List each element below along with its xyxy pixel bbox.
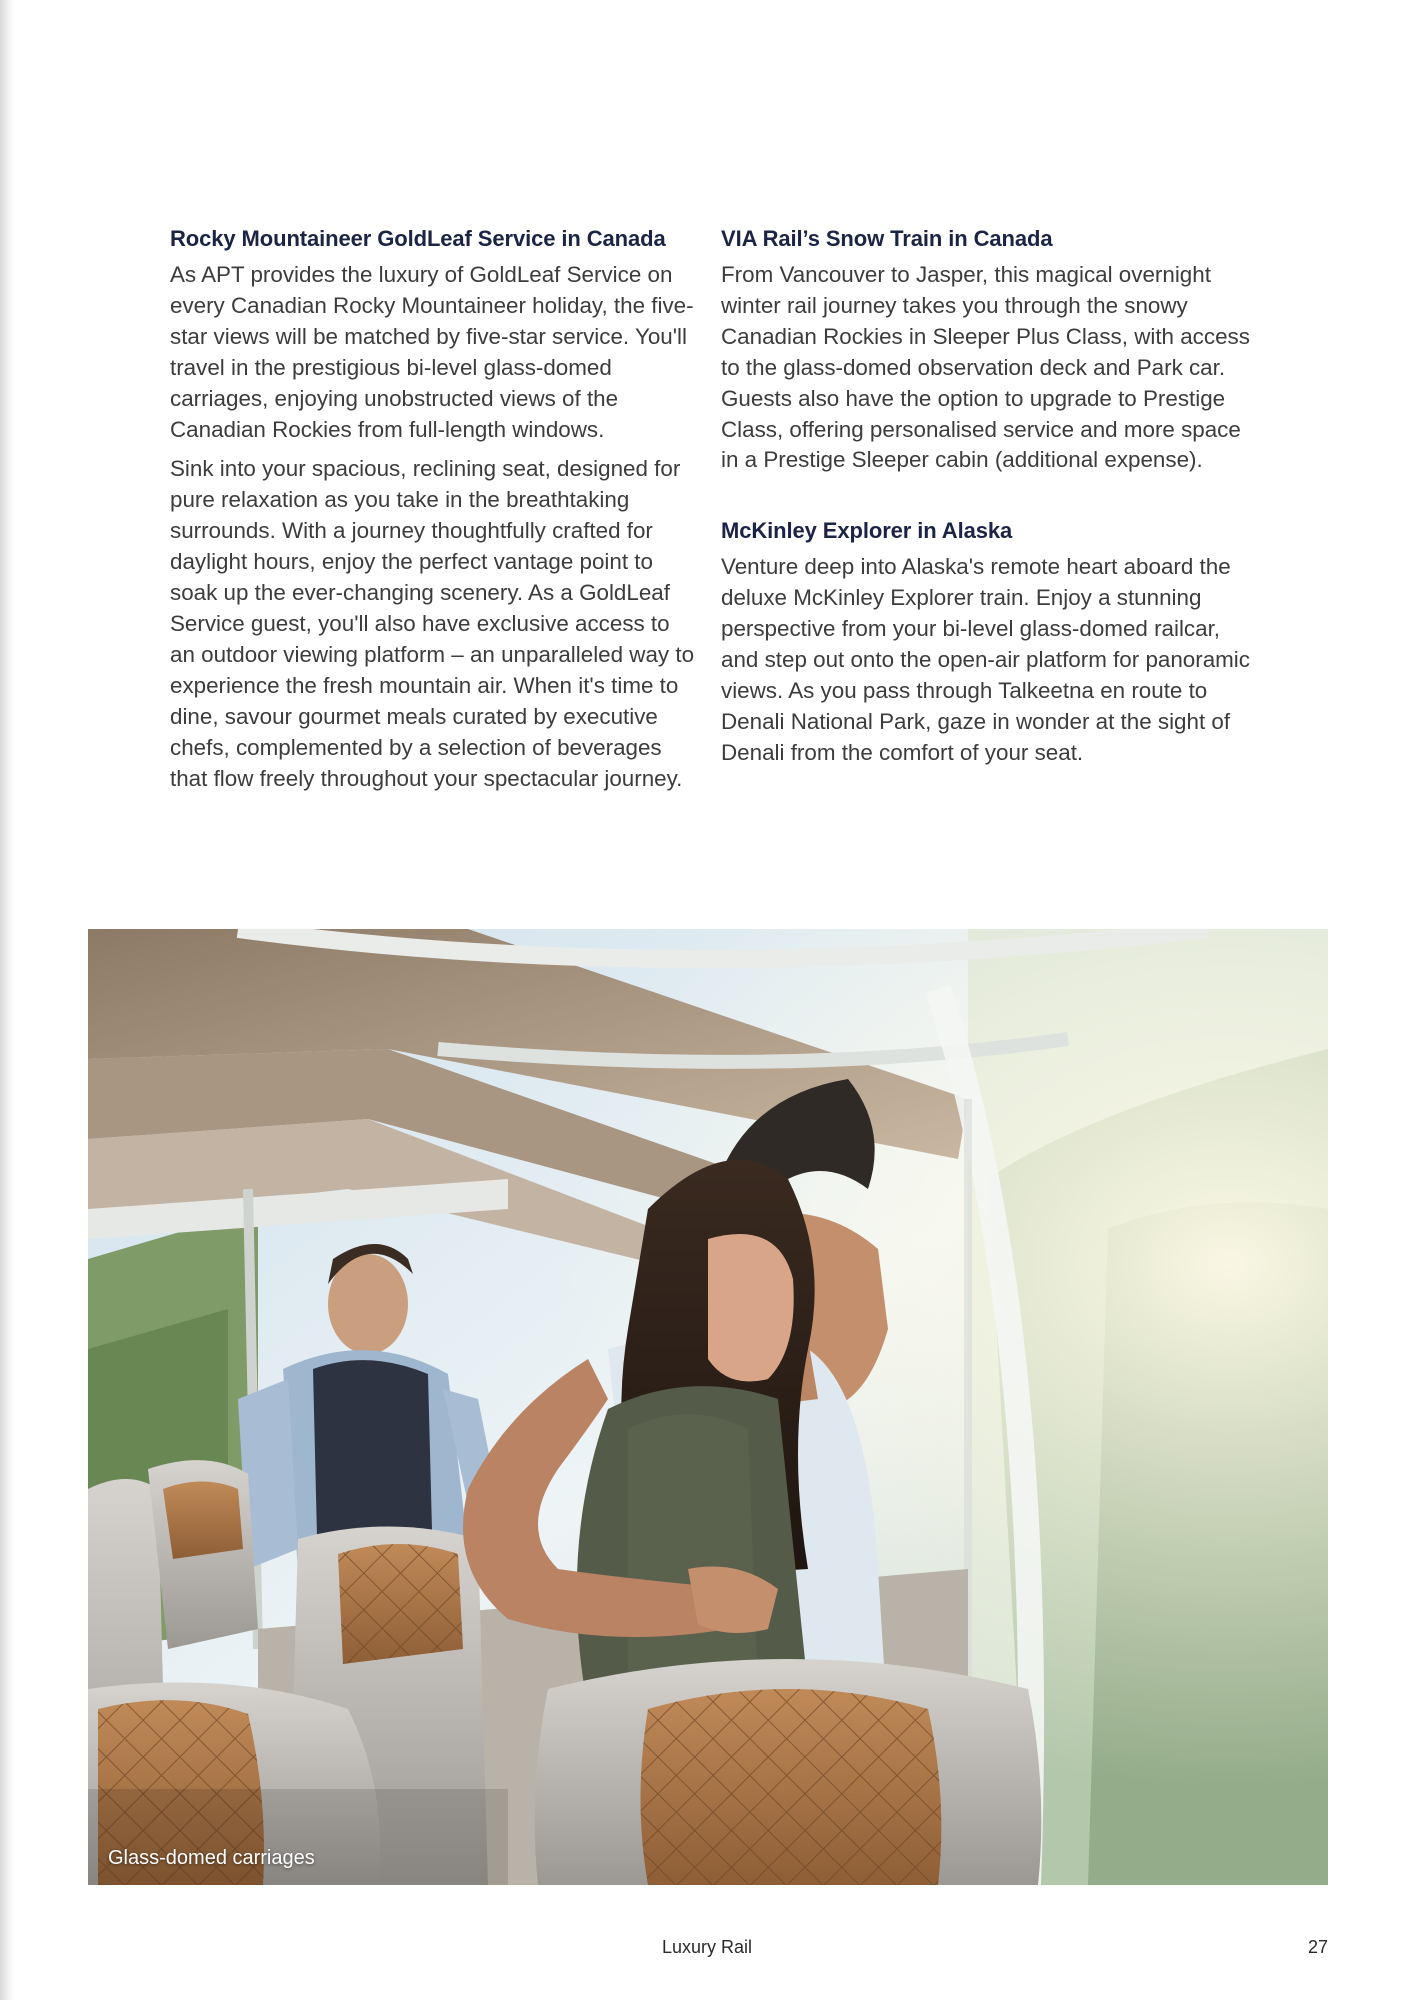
page-number: 27 xyxy=(1307,1937,1328,1957)
footer-section-label: Luxury Rail xyxy=(661,1937,753,1957)
body-paragraph: Venture deep into Alaska's remote heart aboard the deluxe McKinley Explorer train. Enjoy a stunning perspective from your bi-level glass-domed railcar, and step out onto the open-air platform for panoramic views. As you pass through Talkeetna en route to Denali National Park, gaze in wonder at the sight of Denali from the comfort of your seat. xyxy=(721,554,1250,765)
section-heading-mckinley-explorer: McKinley Explorer in Alaska xyxy=(721,518,1013,544)
body-paragraph: Sink into your spacious, reclining seat, designed for pure relaxation as you take in the breathtaking surrounds. With a journey thoughtfully crafted for daylight hours, enjoy the perfect vantage point to soak up the ever-changing scenery. As a GoldLeaf Service guest, you'll also have exclusive access to an outdoor viewing platform – an unparalleled way to experience the fresh mountain air. When it's time to dine, savour gourmet meals curated by executive chefs, complemented by a selection of beverages that flow freely throughout your spectacular journey. xyxy=(170,456,695,791)
right-column xyxy=(721,224,1261,778)
photo-caption: Glass-domed carriages xyxy=(108,1847,315,1869)
body-paragraph: As APT provides the luxury of GoldLeaf Service on every Canadian Rocky Mountaineer holiday, the five-star views will be matched by five-star service. You'll travel in the prestigious bi-level glass-domed carriages, enjoying unobstructed views of the Canadian Rockies from full-length windows. xyxy=(170,262,694,442)
page-edge-shadow xyxy=(0,0,14,2000)
glass-dome-carriage-photo xyxy=(88,929,1328,1885)
section-heading-via-rail: VIA Rail’s Snow Train in Canada xyxy=(721,226,1053,251)
left-column xyxy=(170,224,700,803)
photo-illustration xyxy=(88,929,1328,1885)
body-paragraph: From Vancouver to Jasper, this magical overnight winter rail journey takes you through the snowy Canadian Rockies in Sleeper Plus Class, with access to the glass-domed observation deck and Park car. Guests also have the option to upgrade to Prestige Class, offering personalised service and more space in a Prestige Sleeper cabin (additional expense). xyxy=(721,262,1250,473)
section-heading-rocky-mountaineer: Rocky Mountaineer GoldLeaf Service in Canada xyxy=(170,226,666,251)
